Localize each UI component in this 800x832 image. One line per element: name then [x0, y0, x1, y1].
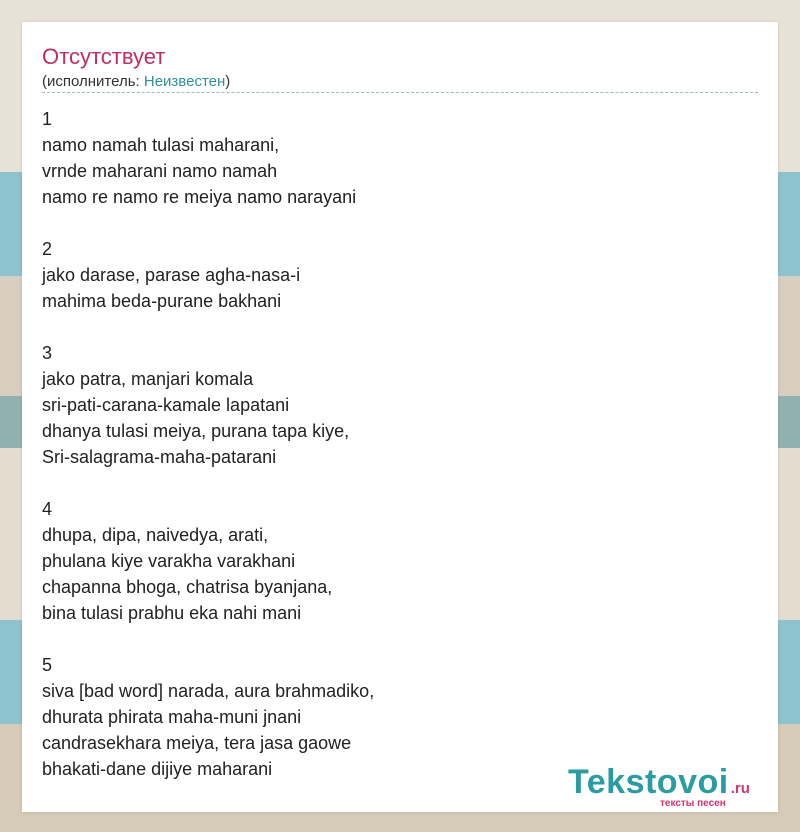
lyric-line: chapanna bhoga, chatrisa byanjana, [42, 577, 333, 597]
lyric-line: Sri-salagrama-maha-patarani [42, 447, 277, 467]
lyric-line: dhanya tulasi meiya, purana tapa kiye, [42, 421, 350, 441]
lyric-line: dhurata phirata maha-muni jnani [42, 707, 302, 727]
lyric-line: bina tulasi prabhu eka nahi mani [42, 603, 302, 623]
lyric-line: sri-pati-carana-kamale lapatani [42, 395, 290, 415]
lyric-line: phulana kiye varakha varakhani [42, 551, 296, 571]
verse [42, 652, 374, 782]
lyrics-text [42, 106, 374, 782]
verse-number: 4 [42, 499, 53, 519]
lyric-line: siva [bad word] narada, aura brahmadiko, [42, 681, 375, 701]
logo-suffix: .ru [730, 780, 750, 797]
artist-suffix: ) [225, 73, 231, 90]
verse-number: 1 [42, 109, 53, 129]
verse-number: 2 [42, 239, 53, 259]
artist-link[interactable]: Неизвестен [143, 73, 226, 90]
lyric-line: jako darase, parase agha-nasa-i [42, 265, 301, 285]
verse [42, 340, 374, 470]
verse-number: 5 [42, 655, 53, 675]
lyric-line: mahima beda-purane bakhani [42, 291, 282, 311]
lyric-line: dhupa, dipa, naivedya, arati, [42, 525, 269, 545]
logo-subtitle: тексты песен [660, 798, 726, 809]
lyric-line: jako patra, manjari komala [42, 369, 254, 389]
verse-number: 3 [42, 343, 53, 363]
lyric-line: namo re namo re meiya namo narayani [42, 187, 357, 207]
lyric-line: bhakati-dane dijiye maharani [42, 759, 273, 779]
lyric-line: candrasekhara meiya, tera jasa gaowe [42, 733, 352, 753]
verse [42, 236, 374, 314]
verse [42, 496, 374, 626]
logo-main-text: Tekstovoi [568, 763, 729, 801]
lyric-line: namo namah tulasi maharani, [42, 135, 280, 155]
tekstovoi-logo[interactable] [568, 764, 778, 812]
lyrics-card [22, 22, 778, 812]
verse [42, 106, 374, 210]
artist-prefix: (исполнитель: [42, 73, 144, 90]
song-title: Отсутствует [42, 44, 166, 69]
lyric-line: vrnde maharani namo namah [42, 161, 278, 181]
artist-line [42, 73, 230, 90]
divider [42, 92, 758, 93]
